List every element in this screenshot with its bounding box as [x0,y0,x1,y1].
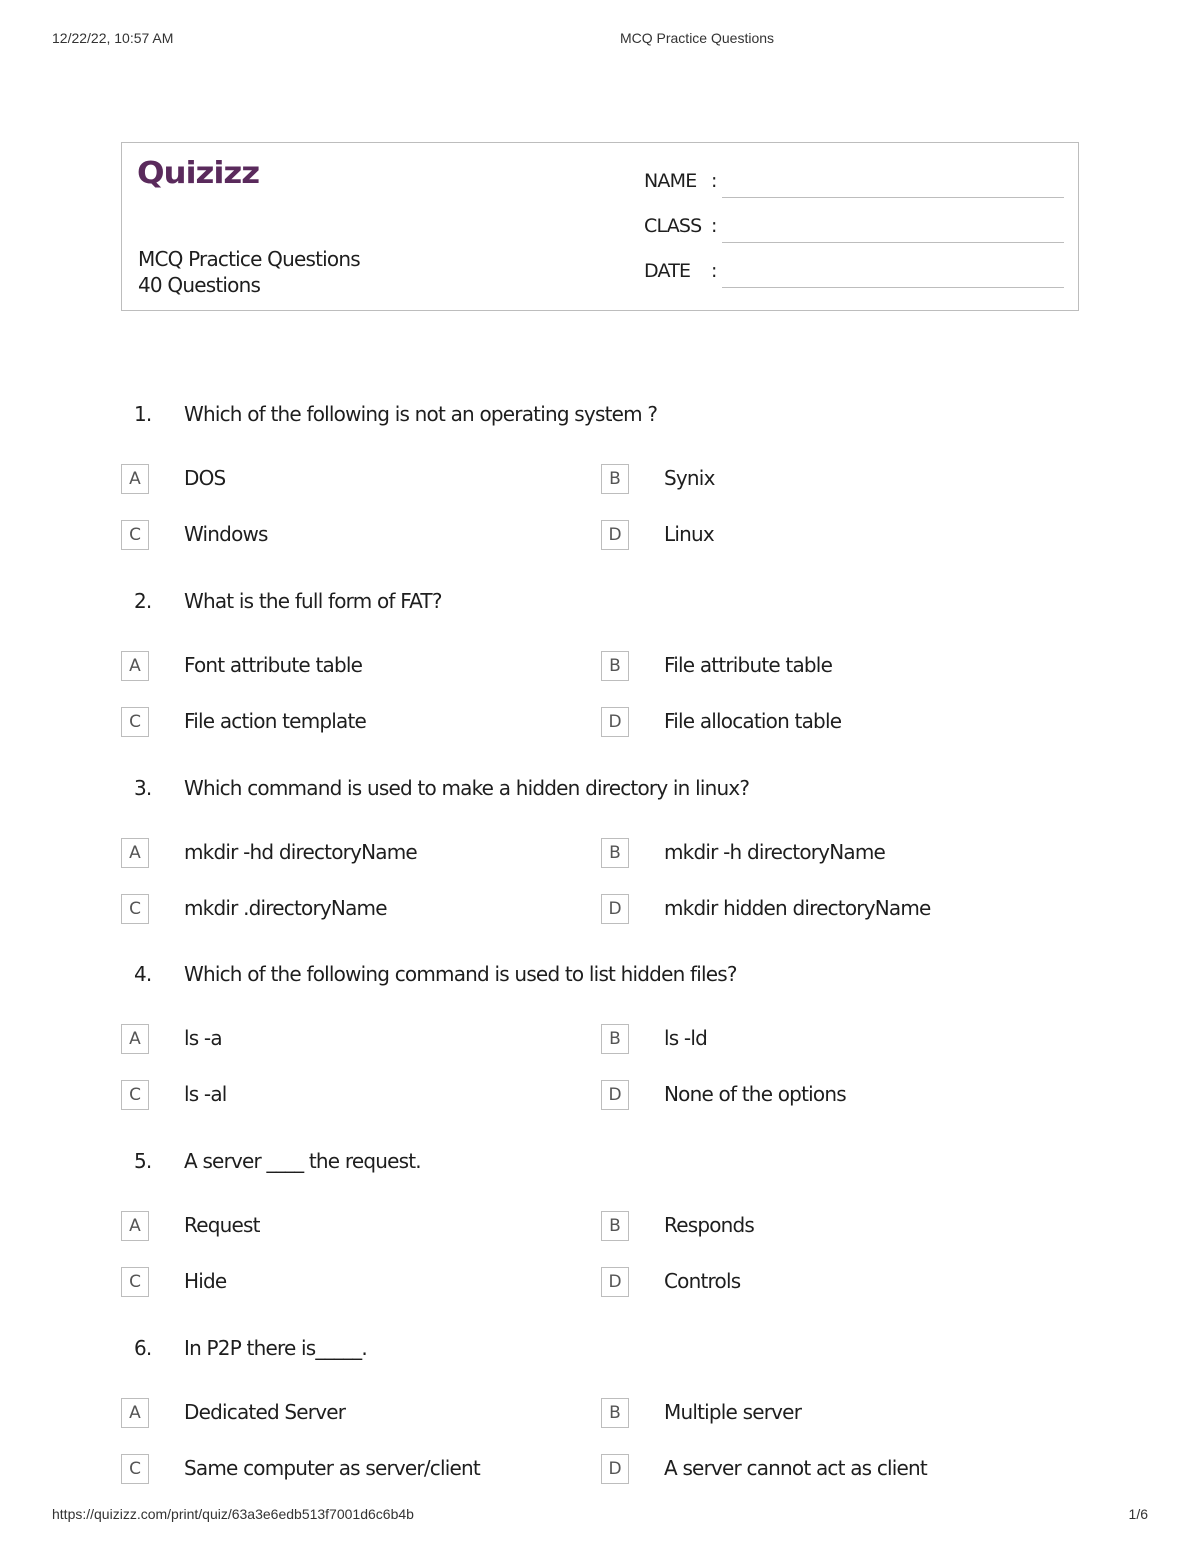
option-a[interactable] [121,464,541,496]
option-text: Synix [664,466,715,490]
option-c[interactable] [121,1267,541,1299]
name-field [644,170,1064,198]
option-b[interactable] [601,464,1021,496]
option-text: None of the options [664,1082,846,1106]
option-d[interactable] [601,894,1021,926]
option-text: DOS [184,466,226,490]
option-text: ls -a [184,1026,222,1050]
option-c[interactable] [121,520,541,552]
option-d[interactable] [601,1454,1021,1486]
question-number: 1. [134,402,152,426]
option-text: Windows [184,522,268,546]
option-d[interactable] [601,1267,1021,1299]
question-text: Which command is used to make a hidden directory in linux? [184,776,750,800]
date-line[interactable] [722,287,1064,288]
option-b[interactable] [601,838,1021,870]
option-letter-box: C [121,1080,149,1110]
option-text: ls -ld [664,1026,708,1050]
option-letter-box: C [121,520,149,550]
date-field [644,260,1064,288]
option-text: ls -al [184,1082,227,1106]
print-page-number: 1/6 [1128,1506,1148,1522]
question-text: Which of the following is not an operating system ? [184,402,658,426]
question-text: What is the full form of FAT? [184,589,442,613]
option-a[interactable] [121,651,541,683]
option-letter-box: D [601,1080,629,1110]
option-letter-box: B [601,651,629,681]
option-letter-box: A [121,1398,149,1428]
option-text: Hide [184,1269,227,1293]
option-text: Multiple server [664,1400,802,1424]
option-text: A server cannot act as client [664,1456,927,1480]
question-count: 40 Questions [138,273,261,297]
option-text: Linux [664,522,714,546]
question-number: 5. [134,1149,152,1173]
option-b[interactable] [601,651,1021,683]
option-text: Dedicated Server [184,1400,346,1424]
print-footer [0,1506,1200,1526]
option-b[interactable] [601,1398,1021,1430]
option-letter-box: D [601,707,629,737]
worksheet-header-card [121,142,1079,311]
question-text: Which of the following command is used to list hidden files? [184,962,737,986]
print-page-title: MCQ Practice Questions [619,30,775,46]
class-line[interactable] [722,242,1064,243]
class-field [644,215,1064,243]
option-b[interactable] [601,1211,1021,1243]
option-a[interactable] [121,1211,541,1243]
question-number: 3. [134,776,152,800]
class-label: CLASS [644,215,702,237]
option-letter-box: A [121,464,149,494]
option-d[interactable] [601,707,1021,739]
option-text: Request [184,1213,260,1237]
option-a[interactable] [121,838,541,870]
option-text: Controls [664,1269,741,1293]
option-letter-box: C [121,894,149,924]
option-text: File allocation table [664,709,842,733]
quizizz-logo [137,153,263,201]
class-colon: : [711,215,718,237]
option-text: Same computer as server/client [184,1456,480,1480]
option-a[interactable] [121,1398,541,1430]
option-text: File action template [184,709,367,733]
option-c[interactable] [121,707,541,739]
option-letter-box: B [601,838,629,868]
name-label: NAME [644,170,697,192]
svg-text:Quizizz: Quizizz [137,156,260,191]
name-line[interactable] [722,197,1064,198]
option-d[interactable] [601,1080,1021,1112]
option-text: mkdir -h directoryName [664,840,886,864]
option-letter-box: D [601,1454,629,1484]
option-text: File attribute table [664,653,833,677]
question-text: In P2P there is_____. [184,1336,367,1360]
print-url: https://quizizz.com/print/quiz/63a3e6edb513f7001d6c6b4b [52,1506,414,1522]
quizizz-logo-mark [137,153,263,193]
date-colon: : [711,260,718,282]
option-c[interactable] [121,1080,541,1112]
option-letter-box: A [121,1211,149,1241]
option-text: mkdir .directoryName [184,896,387,920]
option-text: Font attribute table [184,653,363,677]
option-c[interactable] [121,894,541,926]
option-d[interactable] [601,520,1021,552]
option-letter-box: B [601,1211,629,1241]
quiz-title: MCQ Practice Questions [138,247,360,271]
option-letter-box: A [121,651,149,681]
option-text: mkdir -hd directoryName [184,840,417,864]
date-label: DATE [644,260,691,282]
option-letter-box: B [601,1398,629,1428]
question-number: 6. [134,1336,152,1360]
name-colon: : [711,170,718,192]
option-letter-box: B [601,1024,629,1054]
option-text: mkdir hidden directoryName [664,896,931,920]
question-number: 4. [134,962,152,986]
question-number: 2. [134,589,152,613]
option-letter-box: A [121,1024,149,1054]
option-letter-box: C [121,1454,149,1484]
option-letter-box: B [601,464,629,494]
option-letter-box: D [601,520,629,550]
option-c[interactable] [121,1454,541,1486]
option-letter-box: A [121,838,149,868]
question-text: A server ____ the request. [184,1149,421,1173]
print-header [0,30,1200,50]
option-b[interactable] [601,1024,1021,1056]
print-datetime: 12/22/22, 10:57 AM [52,30,174,46]
option-letter-box: D [601,894,629,924]
option-letter-box: D [601,1267,629,1297]
option-letter-box: C [121,1267,149,1297]
option-text: Responds [664,1213,755,1237]
option-a[interactable] [121,1024,541,1056]
option-letter-box: C [121,707,149,737]
